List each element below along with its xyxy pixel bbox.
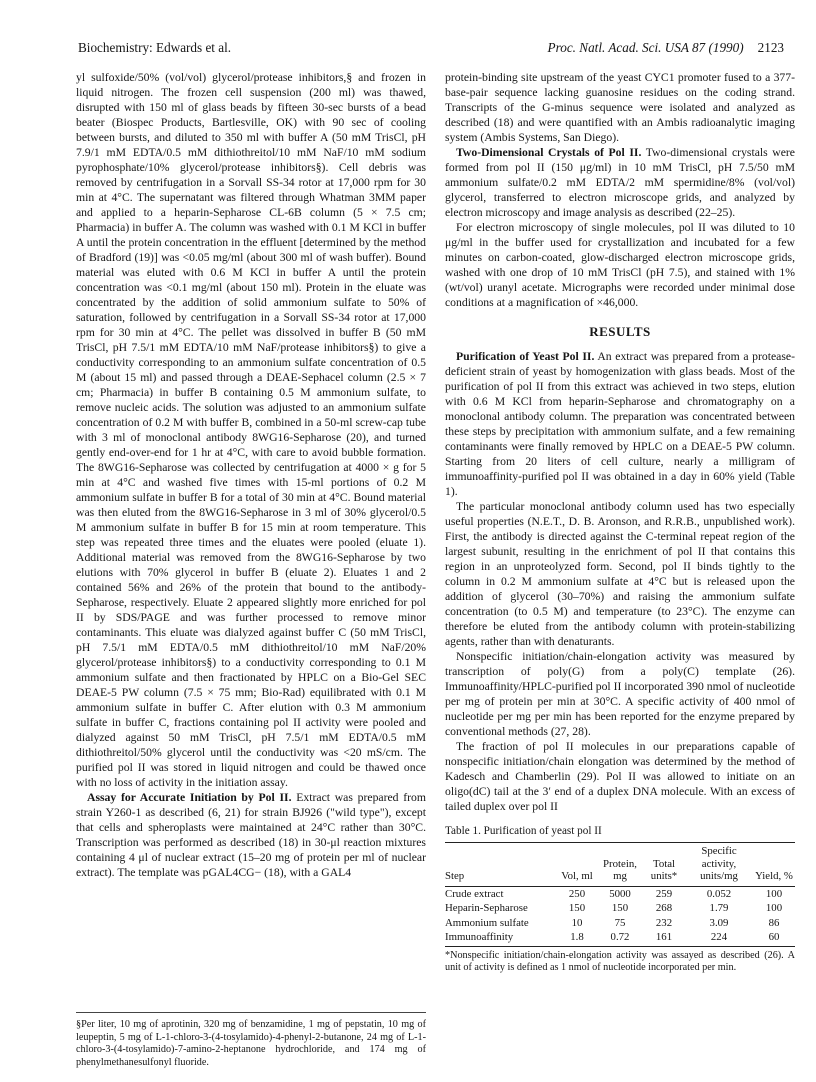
table-header-cell: Vol, ml xyxy=(557,843,597,887)
methods-paragraph-continued: protein-binding site upstream of the yeast CYC1 promoter fused to a 377-base-pair sequence lacking guanosine residues on the coding strand. Transcripts of the G-minus sequence were isolated and analyzed as described (18) and were quantified with an Ambis radioanalytic imaging system (Ambis Systems, San Diego). xyxy=(445,71,795,144)
table-cell: Crude extract xyxy=(445,887,504,900)
methods-paragraph-em: For electron microscopy of single molecules, pol II was diluted to 10 μg/ml in the buffer used for crystallization and incubated for a few minutes on carbon-coated, glow-discharged electron microscope grids, washed with one drop of 10 mM TrisCl (pH 7.5), and stained with 1% (wt/vol) uranyl acetate. Micrographs were recorded under minimal dose conditions at a magnification of ×46,000. xyxy=(445,221,795,309)
subsection-heading-assay: Assay for Accurate Initiation by Pol II. xyxy=(87,791,292,804)
table-row xyxy=(445,901,795,916)
subsection-heading-crystals: Two-Dimensional Crystals of Pol II. xyxy=(456,146,642,159)
table-caption: Table 1. Purification of yeast pol II xyxy=(445,825,602,837)
table-cell: 232 xyxy=(655,916,673,929)
methods-paragraph-crystals xyxy=(445,145,795,220)
running-header-authors: Biochemistry: Edwards et al. xyxy=(78,40,232,55)
table-cell: 0.052 xyxy=(706,887,732,900)
journal-citation: Proc. Natl. Acad. Sci. USA 87 (1990) xyxy=(547,40,744,55)
results-paragraph-purification xyxy=(445,349,795,499)
table-cell: 1.8 xyxy=(557,930,597,946)
table-cell: Immunoaffinity xyxy=(445,930,557,946)
table-header-cell: Yield, % xyxy=(753,843,795,887)
table-cell: 60 xyxy=(753,930,795,946)
table-cell: 86 xyxy=(768,916,780,929)
table-cell: Heparin-Sepharose xyxy=(445,902,528,914)
table-cell: 268 xyxy=(655,902,673,914)
footnote-protease-inhibitors: §Per liter, 10 mg of aprotinin, 320 mg of benzamidine, 1 mg of pepstatin, 10 mg of leupeptin, 5 mg of L-1-chloro-3-(4-tosylamido)-4-phenyl-2-butanone, 24 mg of L-1-chloro-3-(4-tosylamido)-7-amino-2-heptanone hydrochloride, and 174 mg of phenylmethanesulfonyl fluoride. xyxy=(76,1012,426,1069)
table-header-cell: Specific activity, units/mg xyxy=(685,843,753,887)
table-cell: 1.79 xyxy=(709,902,729,914)
table-cell: 259 xyxy=(655,887,673,900)
methods-paragraph-assay xyxy=(76,790,426,880)
table-cell: Ammonium sulfate xyxy=(445,916,529,929)
table-cell: 224 xyxy=(685,930,753,946)
left-column xyxy=(76,70,426,880)
table-header-cell: Total units* xyxy=(643,843,685,887)
right-column xyxy=(445,70,795,974)
table-cell: 5000 xyxy=(609,887,631,900)
table-cell: 75 xyxy=(614,916,626,929)
results-paragraph-antibody: The particular monoclonal antibody column used has two especially useful properties (N.E.T., D. B. Aronson, and R.R.B., unpublished work). First, the antibody is directed against the C-terminal repeat region of the largest subunit, resulting in the enrichment of pol II that contains this region in an unproteolyzed form. Second, pol II binds tightly to the column in 0.2 M ammonium sulfate at 4°C but is released upon the addition of glycerol (30–70%) and raising the ammonium sulfate concentration (to 0.5 M) and temperature (to 23°C). The enzyme can therefore be eluted from the antibody column with protein-stabilizing agents, rather than with denaturants. xyxy=(445,500,795,648)
table-cell: 150 xyxy=(568,902,586,914)
table-footnote: *Nonspecific initiation/chain-elongation activity was assayed as described (26). A unit of activity is defined as 1 nmol of nucleotide incorporated per min. xyxy=(445,949,795,973)
table-row xyxy=(445,886,795,901)
table-cell: 150 xyxy=(611,902,629,914)
table-cell: 0.72 xyxy=(597,930,643,946)
crystals-text: Two-dimensional crystals were formed from pol II (150 μg/ml) in 10 mM TrisCl, pH 7.5/50 mM ammonium sulfate/0.2 mM EDTA/2 mM spermidine/8% (vol/vol) glycerol, transferred to electron microscope grids, and analyzed by electron microscopy and image analysis as described (22–25). xyxy=(445,146,795,219)
table-cell: 161 xyxy=(643,930,685,946)
results-heading: RESULTS xyxy=(589,324,651,339)
table-row xyxy=(445,916,795,931)
table-cell: 250 xyxy=(568,887,586,900)
purification-table xyxy=(445,842,795,947)
results-paragraph-activity: Nonspecific initiation/chain-elongation activity was measured by transcription of poly(G) from a poly(C) template (26). Immunoaffinity/HPLC-purified pol II incorporated 390 nmol of nucleotide per mg of protein per min at 30°C. A specific activity of 400 nmol of nucleotide per mg per min has been reported for the enzyme prepared by conventional methods (27, 28). xyxy=(445,650,796,738)
table-1 xyxy=(445,824,795,974)
page-number: 2123 xyxy=(757,40,784,55)
running-header-journal xyxy=(548,40,784,56)
table-header-cell: Protein, mg xyxy=(597,843,643,887)
table-cell: 100 xyxy=(765,902,783,914)
results-paragraph-fraction: The fraction of pol II molecules in our preparations capable of nonspecific initiation/chain elongation was determined by the method of Kadesch and Chamberlin (29). Pol II was allowed to initiate on an oligo(dC) tail at the 3′ end of a duplex DNA molecule. With an excess of tailed duplex over pol II xyxy=(445,740,795,813)
subsection-heading-purification: Purification of Yeast Pol II. xyxy=(456,350,595,363)
table-cell: 10 xyxy=(571,916,583,929)
table-header-row xyxy=(445,843,795,887)
methods-paragraph-purification: yl sulfoxide/50% (vol/vol) glycerol/protease inhibitors,§ and frozen in liquid nitrogen. The frozen cell suspension (200 ml) was thawed, disrupted with 150 ml of glass beads by fifteen 30-sec bursts of a bead beater (Biospec Products, Bartlesville, OK) with 90 sec of cooling between bursts, and diluted to 350 ml with buffer A (50 mM TrisCl, pH 7.9/1 mM EDTA/0.5 mM dithiothreitol/10 mM NaF/10 mM sodium pyrophosphate/10% glycerol/protease inhibitors§). Cell debris was removed by centrifugation in a Sorvall SS-34 rotor at 17,000 rpm for 30 min at 4°C. The supernatant was filtered through Whatman 3MM paper and applied to a heparin-Sepharose CL-6B column (5 × 7.5 cm; Pharmacia) in buffer A. The column was washed with 0.1 M KCl in buffer A until the protein concentration in the effluent [determined by the method of Bradford (19)] was <0.05 mg/ml (about 300 ml of wash buffer). Bound material was eluted with 0.6 M KCl in buffer A until the protein concentration was <0.1 mg/ml (about 150 ml). Protein in the eluate was concentrated by the addition of solid ammonium sulfate to 50% of saturation, followed by centrifugation in a Sorvall SS-34 rotor at 17,000 rpm for 30 min at 4°C. The pellet was dissolved in buffer B (50 mM TrisCl, pH 7.5/1 mM EDTA/10 mM NaF/protease inhibitors§) to give a conductivity corresponding to an ammonium sulfate concentration of 0.5 M (about 15 ml) and passed through a DEAE-Sephacel column (2.5 × 7 cm; Pharmacia) in buffer B containing 0.5 M ammonium sulfate, to remove nucleic acids. The solution was adjusted to an ammonium sulfate concentration of 0.2 M with buffer B, combined in a 50-ml screw-cap tube with 3 ml of monoclonal antibody 8WG16-Sepharose (20), and turned gently end-over-end for 1 hr at 4°C, with care to avoid bubble formation. The 8WG16-Sepharose was collected by centrifugation at 4000 × g for 5 min at 4°C and washed five times with 15-ml portions of 0.2 M ammonium sulfate in buffer B for a total of 30 min at 4°C. Bound material was then eluted from the 8WG16-Sepharose in 3 ml of 30% glycerol/0.5 M ammonium sulfate in buffer B for 15 min at room temperature. This step was repeated three times and the eluates were pooled (eluate 1). Additional material was removed from the 8WG16-Sepharose by two elutions with 70% glycerol in buffer B (eluate 2). Eluates 1 and 2 contained 56% and 26% of the protein that bound to the antibody-Sepharose, respectively. Eluate 2 appeared slightly more enriched for pol II by SDS/PAGE and was further processed to remove minor contaminants. This eluate was dialyzed against buffer C (50 mM TrisCl, pH 7.5/1 mM EDTA/0.5 mM dithiothreitol/10 mM NaF/20% glycerol/protease inhibitors§) to a conductivity corresponding to 0.1 M ammonium sulfate and then fractionated by HPLC on a Bio-Gel SEC DEAE-5 PW column (7.5 × 75 mm; Bio-Rad) equilibrated with 0.1 M ammonium sulfate in buffer C. After elution with 0.3 M ammonium sulfate in buffer C, fractions containing pol II activity were pooled and dialyzed against 50 mM TrisCl, pH 7.5/1 mM EDTA/0.5 mM dithiothreitol/50% glycerol until the conductivity was <20 mS/cm. The purified pol II was stored in liquid nitrogen and could be thawed once with no loss of activity in the initiation assay. xyxy=(76,71,426,789)
table-cell: 3.09 xyxy=(709,916,729,929)
table-cell: 100 xyxy=(765,887,783,900)
purification-text: An extract was prepared from a protease-deficient strain of yeast by homogenization with glass beads. Most of the purification of pol II from this extract was achieved in two steps, elution with 0.6 M KCl from heparin-Sepharose and chromatography on a monoclonal antibody column. The preparation was concentrated between these steps by precipitation with ammonium sulfate, and a few remaining contaminants were finally removed by HPLC on a DEAE-5 PW column. Starting from 20 liters of cell culture, nearly a milligram of immunoaffinity-purified pol II was obtained in a day in 60% yield (Table 1). xyxy=(445,350,795,498)
table-header-cell: Step xyxy=(445,843,557,887)
table-row xyxy=(445,930,795,946)
assay-text: Extract was prepared from strain Y260-1 as described (6, 21) for strain BJ926 ("wild type"), except that cells and spheroplasts were maintained at 24°C rather than 30°C. Transcription was performed as described (18) in 30-μl reaction mixtures containing 4 μl of nuclear extract (15–20 mg of protein per ml of nuclear extract). The template was pGAL4CG− (18), with a GAL4 xyxy=(76,791,426,879)
